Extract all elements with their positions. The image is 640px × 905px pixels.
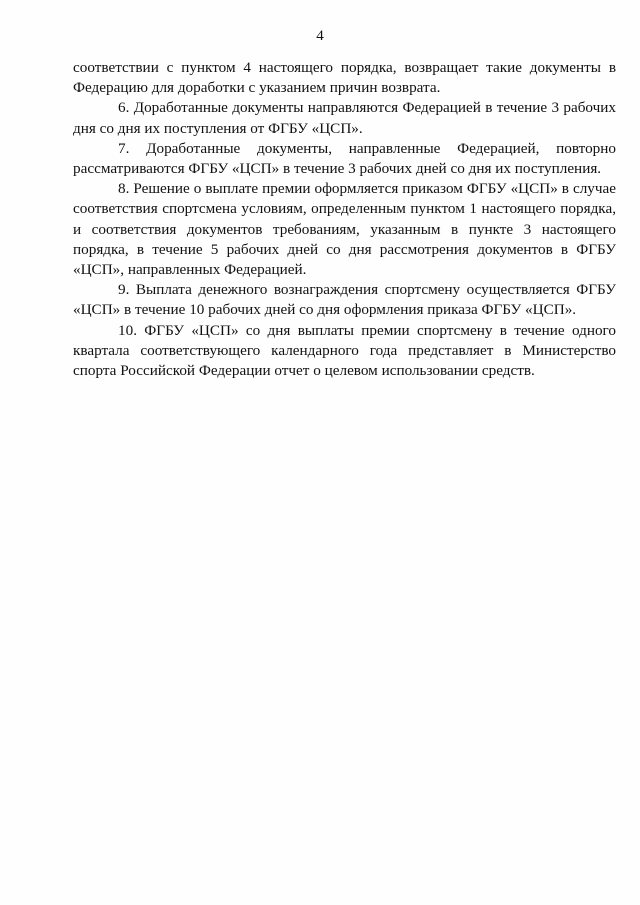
paragraph-item-7: 7. Доработанные документы, направленные Федерацией, повторно рассматриваются ФГБУ «ЦСП» в течение 3 рабочих дней со дня их поступления. xyxy=(73,139,616,178)
paragraph-item-8: 8. Решение о выплате премии оформляется приказом ФГБУ «ЦСП» в случае соответствия спортсмена условиям, определенным пунктом 1 настоящего порядка, и соответствия документов требованиям, указанным в пункте 3 настоящего порядка, в течение 5 рабочих дней со дня рассмотрения документов в ФГБУ «ЦСП», направленных Федерацией. xyxy=(73,180,616,279)
paragraph-item-10: 10. ФГБУ «ЦСП» со дня выплаты премии спортсмену в течение одного квартала соответствующего календарного года представляет в Министерство спорта Российской Федерации отчет о целевом использовании средств. xyxy=(73,321,616,380)
paragraph-item-9: 9. Выплата денежного вознаграждения спортсмену осуществляется ФГБУ «ЦСП» в течение 10 рабочих дней со дня оформления приказа ФГБУ «ЦСП». xyxy=(73,281,616,319)
page-number: 4 xyxy=(316,28,324,44)
paragraph-item-6: 6. Доработанные документы направляются Федерацией в течение 3 рабочих дня со дня их поступления от ФГБУ «ЦСП». xyxy=(73,99,616,137)
paragraph-continuation: соответствии с пунктом 4 настоящего порядка, возвращает такие документы в Федерацию для доработки с указанием причин возврата. xyxy=(73,59,616,97)
document-body xyxy=(73,58,616,381)
